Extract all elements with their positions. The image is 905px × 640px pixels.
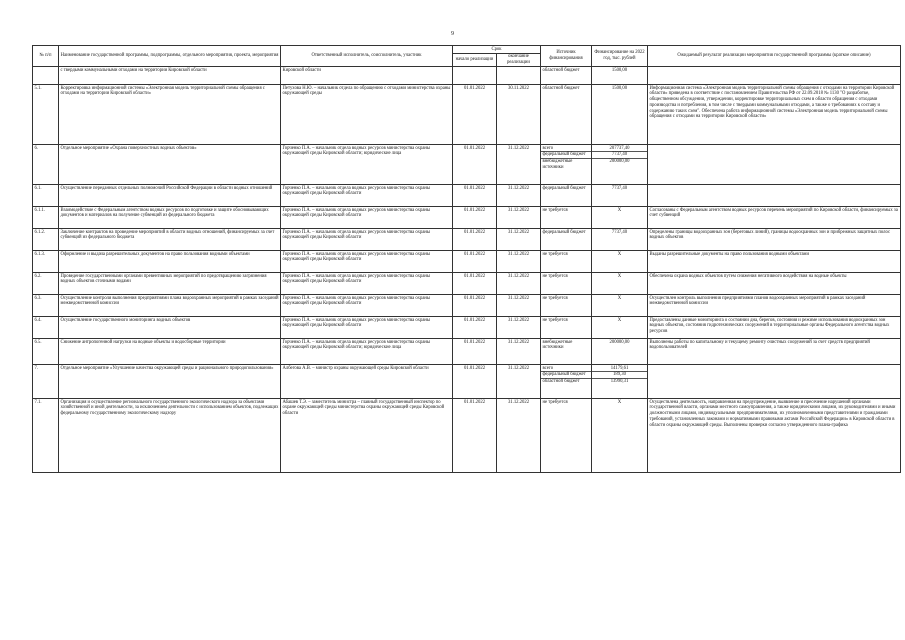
row-end: 31.12.2022 — [497, 339, 541, 365]
row-number: 6.1.1. — [33, 207, 59, 229]
row-source — [541, 229, 592, 251]
header-start: начало реализации — [453, 53, 497, 66]
row-start: 01.01.2022 — [453, 317, 497, 339]
source-name: федеральный бюджет — [542, 185, 586, 191]
row-number: 6. — [33, 145, 59, 185]
row-end: 31.12.2022 — [497, 399, 541, 473]
row-executor: Горченко П.А. – начальник отдела водных ресурсов министерства охраны окружающей среды Кировской области — [281, 229, 453, 251]
funding-amount: Х — [617, 399, 622, 405]
source-name: федеральный бюджет — [542, 229, 586, 235]
row-result: Информационная система «Электронная модель территориальной схемы обращения с отходами на территории Кировской области» приведена в соответствие с постановлением Правительства РФ от 22.09.2018 № 1130 "О разработке, общественном обсуждении, утверждении, корректировке территориальных схем в области обращения с отходами производства и потребления, в том числе с твердыми коммунальными отходами, а также о требованиях к составу и содержанию таких схем". Обеспечена работа информационной системы «Электронная модель территориальной схемы обращения с отходами на территории Кировской области» — [648, 85, 901, 145]
row-source — [541, 317, 592, 339]
header-executor: Ответственный исполнитель, соисполнитель, участник — [281, 46, 453, 67]
row-name: Корректировка информационной системы «Электронная модель территориальной схемы обращения с отходами на территории Кировской области» — [59, 85, 281, 145]
source-name: федеральный бюджет — [541, 371, 591, 378]
row-funding — [592, 185, 648, 207]
row-start: 01.01.2022 — [453, 145, 497, 185]
funding-amount: 200000,00 — [609, 339, 630, 345]
row-funding — [592, 273, 648, 295]
row-result — [648, 145, 901, 185]
row-result: Согласованы с Федеральным агентством водных ресурсов перечень мероприятий по Кировской области, финансируемых за счет субвенций — [648, 207, 901, 229]
row-executor: Горченко П.А. – начальник отдела водных ресурсов министерства охраны окружающей среды Кировской области — [281, 185, 453, 207]
table-row — [33, 399, 901, 473]
source-name: внебюджетные источники — [541, 158, 591, 170]
row-executor: Горченко П.А. – начальник отдела водных ресурсов министерства охраны окружающей среды Кировской области — [281, 207, 453, 229]
row-number: 6.5. — [33, 339, 59, 365]
header-row — [33, 46, 901, 54]
row-executor: Горченко П.А. – начальник отдела водных ресурсов министерства охраны окружающей среды Кировской области; юридические лица — [281, 145, 453, 185]
row-number: 7. — [33, 365, 59, 399]
row-funding — [592, 207, 648, 229]
row-number — [33, 67, 59, 85]
row-result: Осуществлена деятельность, направленная на предупреждение, выявление и пресечение нарушений органами государственной власти, органами местного самоуправления, а также юридическими лицами, их руководителями и иными должностными лицами, индивидуальными предпринимателями, их уполномоченными представителями и гражданами требований, установленных законами и нормативными правовыми актами Российской Федерации» в Кировской области в области охраны окружающей среды. Выполнены проверки согласно утвержденного плана-графика — [648, 399, 901, 473]
source-name: не требуется — [542, 251, 568, 257]
row-name: Отдельное мероприятие «Охрана поверхностных водных объектов» — [59, 145, 281, 185]
row-result — [648, 67, 901, 85]
funding-amount: 1500,00 — [611, 67, 628, 73]
funding-amount: 1500,00 — [611, 85, 628, 91]
row-funding — [592, 85, 648, 145]
row-start: 01.01.2022 — [453, 295, 497, 317]
row-end: 31.12.2022 — [497, 185, 541, 207]
row-source — [541, 295, 592, 317]
row-number: 6.4. — [33, 317, 59, 339]
header-end: окончание реализации — [497, 53, 541, 66]
row-name: Проведение государственными органами превентивных мероприятий по предотвращению загрязнения водных объектов сточными водами — [59, 273, 281, 295]
row-name: Осуществление переданных отдельных полномочий Российской Федерации в области водных отношений — [59, 185, 281, 207]
row-source — [541, 185, 592, 207]
row-name: Организация и осуществление регионального государственного экологического надзора за объектами хозяйственной и иной деятельности, за исключением деятельности с использованием объектов, подлежащих федеральному государственному экологическому надзору — [59, 399, 281, 473]
row-source — [541, 273, 592, 295]
funding-amount: Х — [617, 317, 622, 323]
funding-amount: 207737,40 — [609, 145, 630, 151]
table-row — [33, 229, 901, 251]
row-result: Выполнены работы по капитальному и текущему ремонту очистных сооружений за счет средств предприятий водопользователей — [648, 339, 901, 365]
program-table — [32, 45, 901, 473]
source-name: всего — [542, 145, 554, 151]
row-end: 31.12.2022 — [497, 365, 541, 399]
source-name: не требуется — [542, 399, 568, 405]
row-start: 01.01.2022 — [453, 365, 497, 399]
row-start — [453, 67, 497, 85]
row-end: 31.12.2022 — [497, 317, 541, 339]
row-name: Осуществление государственного мониторинга водных объектов — [59, 317, 281, 339]
row-funding — [592, 145, 648, 185]
row-funding — [592, 365, 648, 399]
funding-amount: Х — [617, 273, 622, 279]
funding-amount: 7737,40 — [611, 229, 628, 235]
row-end: 31.12.2022 — [497, 229, 541, 251]
row-end: 31.12.2022 — [497, 295, 541, 317]
row-name: Заключение контрактов на проведение мероприятий в области водных отношений, финансируемых за счет субвенций из федерального бюджета — [59, 229, 281, 251]
row-start: 01.01.2022 — [453, 339, 497, 365]
source-name: федеральный бюджет — [541, 151, 591, 158]
row-executor: Абашев Т.Э. – заместитель министра – главный государственный инспектор по охране окружающей среды министерства охраны окружающей среды Кировской области — [281, 399, 453, 473]
row-source — [541, 339, 592, 365]
row-start: 01.01.2022 — [453, 273, 497, 295]
funding-amount: Х — [617, 251, 622, 257]
source-name: не требуется — [542, 317, 568, 323]
row-executor: Горченко П.А. – начальник отдела водных ресурсов министерства охраны окружающей среды Кировской области — [281, 273, 453, 295]
row-number: 6.2. — [33, 273, 59, 295]
row-end: 30.11.2022 — [497, 85, 541, 145]
row-end — [497, 67, 541, 85]
source-name: областной бюджет — [542, 85, 580, 91]
row-start: 01.01.2022 — [453, 185, 497, 207]
row-name: Отдельное мероприятие «Улучшение качества окружающей среды и рационального природопользования» — [59, 365, 281, 399]
row-source — [541, 145, 592, 185]
row-funding — [592, 317, 648, 339]
row-result: Предоставлены данные мониторинга о состоянии дна, берегов, состояния и режиме использования водоохранных зон водных объектов, состояния гидротехнических сооружений в территориальные органы Федерального агентства водных ресурсов — [648, 317, 901, 339]
row-source — [541, 67, 592, 85]
table-row — [33, 317, 901, 339]
row-executor: Кировской области — [281, 67, 453, 85]
header-name: Наименование государственной программы, подпрограммы, отдельного мероприятия, проекта, мероприятия — [59, 46, 281, 67]
source-name: не требуется — [542, 295, 568, 301]
row-end: 31.12.2022 — [497, 145, 541, 185]
row-result — [648, 365, 901, 399]
row-funding — [592, 295, 648, 317]
row-name: Осуществление контроля выполнения предприятиями плана водоохранных мероприятий в рамках заседаний межведомственной комиссии — [59, 295, 281, 317]
funding-amount: 189,30 — [592, 371, 647, 378]
row-end: 31.12.2022 — [497, 251, 541, 273]
table-row — [33, 145, 901, 185]
funding-amount: 7737,40 — [611, 185, 628, 191]
funding-amount: Х — [617, 207, 622, 213]
row-end: 31.12.2022 — [497, 207, 541, 229]
row-source — [541, 85, 592, 145]
funding-amount: 13990,31 — [592, 378, 647, 385]
row-start: 01.01.2022 — [453, 399, 497, 473]
row-start: 01.01.2022 — [453, 207, 497, 229]
row-source — [541, 207, 592, 229]
row-number: 7.1. — [33, 399, 59, 473]
table-row — [33, 251, 901, 273]
row-funding — [592, 67, 648, 85]
source-name: не требуется — [542, 207, 568, 213]
table-row — [33, 365, 901, 399]
row-source — [541, 251, 592, 273]
header-result: Ожидаемый результат реализации мероприятия государственной программы (краткое описание) — [648, 46, 901, 67]
row-number: 6.1.2. — [33, 229, 59, 251]
row-executor: Горченко П.А. – начальник отдела водных ресурсов министерства охраны окружающей среды Кировской области — [281, 317, 453, 339]
row-result: Обеспечена охрана водных объектов путем снижения негативного воздействия на водные объекты — [648, 273, 901, 295]
header-funding: Финансирование на 2022 год, тыс. рублей — [592, 46, 648, 67]
row-number: 6.3. — [33, 295, 59, 317]
row-end: 31.12.2022 — [497, 273, 541, 295]
funding-amount: 7737,40 — [592, 151, 647, 158]
table-row — [33, 273, 901, 295]
row-source — [541, 399, 592, 473]
header-source: Источник финансирования — [541, 46, 592, 67]
row-funding — [592, 339, 648, 365]
funding-amount: 200000,00 — [592, 158, 647, 165]
row-funding — [592, 399, 648, 473]
header-term: Срок — [453, 46, 541, 54]
table-row — [33, 207, 901, 229]
row-start: 01.01.2022 — [453, 85, 497, 145]
funding-amount: 14179,61 — [610, 365, 629, 371]
row-name: Взаимодействие с Федеральным агентством водных ресурсов по подготовке и защите обосновывающих документов и материалов на получение субвенций из федерального бюджета — [59, 207, 281, 229]
source-name: всего — [542, 365, 554, 371]
source-name: внебюджетные источники — [542, 339, 573, 351]
row-executor: Албегова А.В. – министр охраны окружающей среды Кировской области — [281, 365, 453, 399]
table-row — [33, 85, 901, 145]
header-num: № п/п — [33, 46, 59, 67]
table-row — [33, 185, 901, 207]
row-number: 5.1. — [33, 85, 59, 145]
row-number: 6.1. — [33, 185, 59, 207]
row-executor: Горченко П.А. – начальник отдела водных ресурсов министерства охраны окружающей среды Кировской области — [281, 251, 453, 273]
funding-amount: Х — [617, 295, 622, 301]
row-name: Оформление и выдача разрешительных документов на право пользования водными объектами — [59, 251, 281, 273]
row-executor: Горченко П.А. – начальник отдела водных ресурсов министерства охраны окружающей среды Кировской области — [281, 295, 453, 317]
row-start: 01.01.2022 — [453, 229, 497, 251]
table-row — [33, 67, 901, 85]
table-row — [33, 295, 901, 317]
row-funding — [592, 229, 648, 251]
row-name: с твердыми коммунальными отходами на территории Кировской области — [59, 67, 281, 85]
row-executor: Горченко П.А. – начальник отдела водных ресурсов министерства охраны окружающей среды Кировской области; юридические лица — [281, 339, 453, 365]
row-executor: Петухова Н.Ю. – начальник отдела по обращению с отходами министерства охраны окружающей среды — [281, 85, 453, 145]
row-result: Осуществлен контроль выполнения предприятиями планов водоохранных мероприятий в рамках заседаний межведомственной комиссии — [648, 295, 901, 317]
row-result — [648, 185, 901, 207]
row-result: Определены границы водоохранных зон (береговых линий), границы водоохранных зон и прибрежных защитных полос водных объектов — [648, 229, 901, 251]
source-name: областной бюджет — [542, 67, 580, 73]
page-number: 9 — [451, 31, 454, 37]
row-name: Снижение антропогенной нагрузки на водные объекты и водосборные территории — [59, 339, 281, 365]
row-source — [541, 365, 592, 399]
row-funding — [592, 251, 648, 273]
row-start: 01.01.2022 — [453, 251, 497, 273]
row-result: Выданы разрешительные документы на право пользования водными объектами — [648, 251, 901, 273]
row-number: 6.1.3. — [33, 251, 59, 273]
source-name: областной бюджет — [541, 378, 591, 385]
source-name: не требуется — [542, 273, 568, 279]
table-row — [33, 339, 901, 365]
